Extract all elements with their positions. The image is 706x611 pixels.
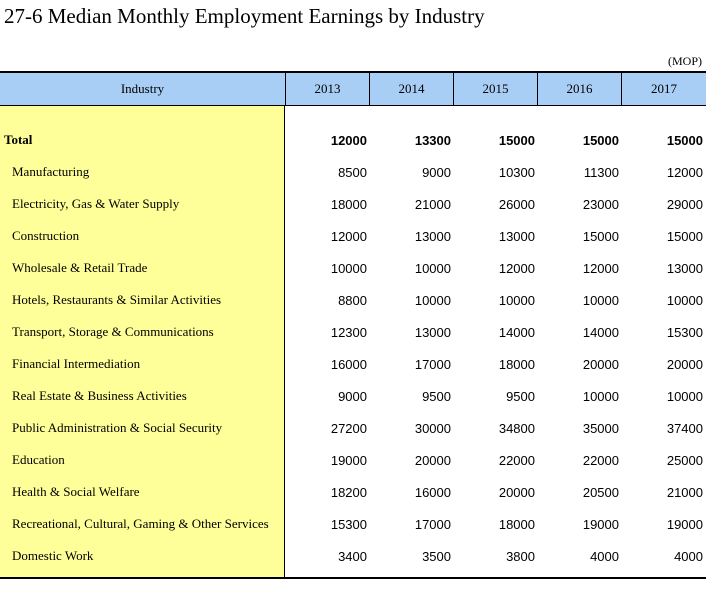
earnings-value: 15000 [582, 228, 619, 244]
page-title: 27-6 Median Monthly Employment Earnings by Industry [4, 4, 485, 28]
earnings-value: 9500 [422, 388, 451, 404]
industry-label: Education [12, 452, 65, 467]
earnings-value: 11300 [583, 164, 619, 180]
industry-label: Hotels, Restaurants & Similar Activities [12, 292, 222, 307]
earnings-value: 12000 [498, 260, 535, 276]
header-industry: Industry [0, 73, 286, 105]
earnings-value: 23000 [582, 196, 619, 212]
earnings-value: 19000 [582, 516, 619, 532]
industry-label: Health & Social Welfare [12, 484, 140, 499]
header-year: 2016 [538, 73, 622, 105]
industry-label: Wholesale & Retail Trade [12, 260, 148, 275]
table-row [0, 284, 706, 316]
earnings-value: 20000 [498, 484, 535, 500]
table-row [0, 380, 706, 412]
header-year: 2014 [370, 73, 454, 105]
table-row [0, 348, 706, 380]
table-row [0, 156, 706, 188]
earnings-value: 9500 [506, 388, 535, 404]
table-row [0, 412, 706, 444]
earnings-value: 22000 [498, 452, 535, 468]
table-row [0, 476, 706, 508]
industry-label: Real Estate & Business Activities [12, 388, 187, 403]
earnings-value: 20000 [582, 356, 619, 372]
industry-label: Construction [12, 228, 80, 243]
earnings-value: 9000 [422, 164, 451, 180]
earnings-value: 13000 [498, 228, 535, 244]
earnings-value: 12000 [330, 132, 367, 148]
earnings-value: 25000 [666, 452, 703, 468]
earnings-value: 15000 [582, 132, 619, 148]
earnings-value: 10000 [582, 388, 619, 404]
earnings-value: 30000 [414, 420, 451, 436]
table-header [0, 73, 706, 105]
table-row [0, 444, 706, 476]
earnings-value: 12000 [666, 164, 703, 180]
earnings-value: 15300 [330, 516, 367, 532]
earnings-value: 13000 [414, 228, 451, 244]
earnings-value: 37400 [666, 420, 703, 436]
header-year: 2017 [622, 73, 706, 105]
earnings-value: 26000 [498, 196, 535, 212]
earnings-value: 15000 [666, 132, 703, 148]
earnings-value: 12000 [582, 260, 619, 276]
earnings-value: 20000 [414, 452, 451, 468]
earnings-value: 10000 [414, 260, 451, 276]
industry-label: Total [4, 132, 33, 147]
earnings-value: 14000 [498, 324, 535, 340]
earnings-value: 8500 [338, 164, 367, 180]
earnings-value: 17000 [414, 356, 451, 372]
earnings-value: 10000 [666, 388, 703, 404]
earnings-value: 21000 [414, 196, 451, 212]
table-bottom-rule [0, 577, 706, 579]
earnings-value: 12000 [330, 228, 367, 244]
table-row [0, 508, 706, 540]
earnings-value: 9000 [338, 388, 367, 404]
earnings-value: 19000 [666, 516, 703, 532]
earnings-value: 21000 [666, 484, 703, 500]
earnings-value: 4000 [674, 548, 703, 564]
industry-label: Domestic Work [12, 548, 94, 563]
earnings-value: 29000 [666, 196, 703, 212]
industry-label: Electricity, Gas & Water Supply [12, 196, 180, 211]
earnings-value: 13000 [666, 260, 703, 276]
earnings-value: 15000 [666, 228, 703, 244]
earnings-value: 10000 [414, 292, 451, 308]
unit-label: (MOP) [667, 54, 702, 68]
industry-label: Recreational, Cultural, Gaming & Other Services [12, 516, 269, 531]
earnings-value: 18000 [498, 516, 535, 532]
earnings-value: 10000 [330, 260, 367, 276]
table-row [0, 316, 706, 348]
earnings-value: 20000 [666, 356, 703, 372]
earnings-value: 13300 [414, 132, 451, 148]
total-row [0, 124, 706, 156]
earnings-value: 17000 [414, 516, 451, 532]
header-year: 2015 [454, 73, 538, 105]
earnings-value: 12300 [330, 324, 367, 340]
earnings-value: 34800 [498, 420, 535, 436]
earnings-value: 18000 [498, 356, 535, 372]
earnings-value: 22000 [582, 452, 619, 468]
earnings-value: 10000 [666, 292, 703, 308]
earnings-value: 16000 [330, 356, 367, 372]
earnings-value: 19000 [330, 452, 367, 468]
earnings-value: 10000 [498, 292, 535, 308]
header-year: 2013 [286, 73, 370, 105]
earnings-value: 16000 [414, 484, 451, 500]
earnings-value: 10300 [498, 164, 535, 180]
industry-label: Manufacturing [12, 164, 90, 179]
table-row [0, 252, 706, 284]
industry-label: Transport, Storage & Communications [12, 324, 214, 339]
earnings-value: 27200 [330, 420, 367, 436]
earnings-value: 3800 [506, 548, 535, 564]
earnings-table [0, 71, 706, 578]
table-row [0, 188, 706, 220]
earnings-value: 15000 [498, 132, 535, 148]
table-row [0, 220, 706, 252]
earnings-value: 35000 [582, 420, 619, 436]
earnings-value: 3400 [338, 548, 367, 564]
earnings-value: 13000 [414, 324, 451, 340]
earnings-value: 20500 [582, 484, 619, 500]
earnings-value: 18200 [330, 484, 367, 500]
industry-label: Public Administration & Social Security [12, 420, 223, 435]
table-body [0, 124, 706, 572]
earnings-value: 18000 [330, 196, 367, 212]
earnings-value: 8800 [338, 292, 367, 308]
table-row [0, 540, 706, 572]
earnings-value: 10000 [582, 292, 619, 308]
earnings-value: 4000 [590, 548, 619, 564]
industry-label: Financial Intermediation [12, 356, 141, 371]
earnings-value: 15300 [666, 324, 703, 340]
earnings-value: 3500 [422, 548, 451, 564]
earnings-value: 14000 [582, 324, 619, 340]
